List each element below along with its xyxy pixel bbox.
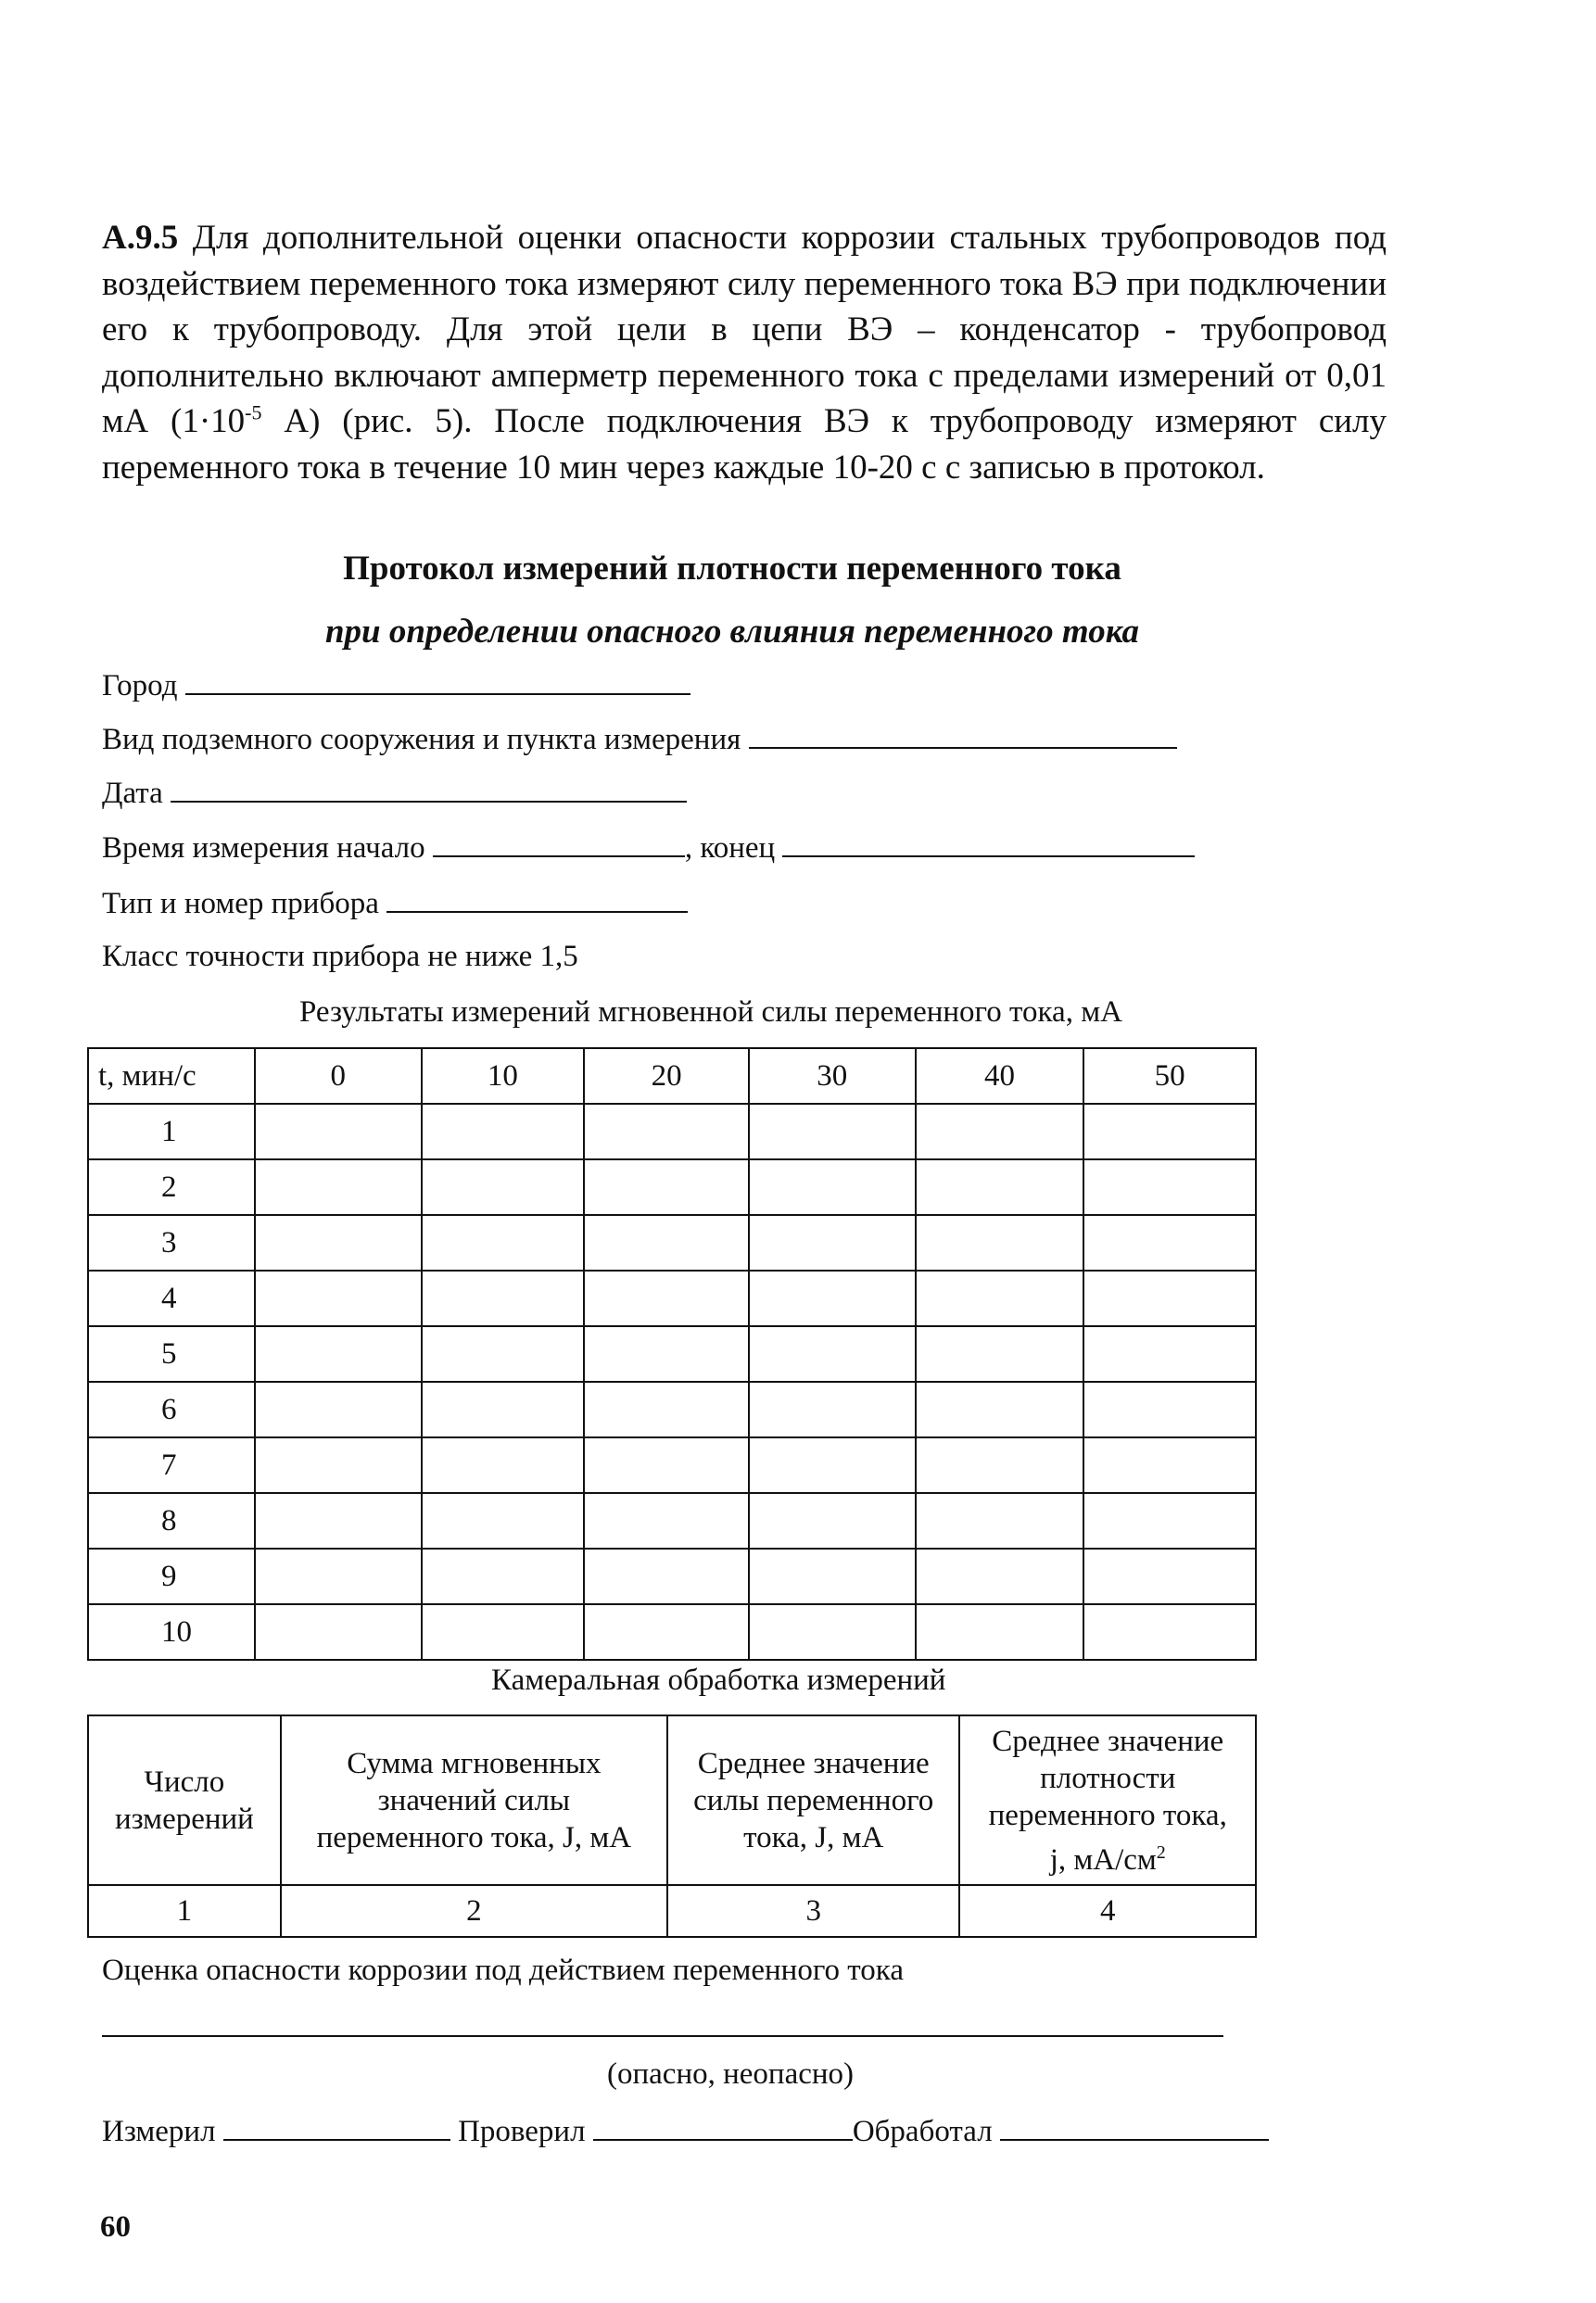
measurement-cell[interactable] (916, 1159, 1084, 1215)
field-date-line[interactable] (171, 775, 687, 803)
measurement-cell[interactable] (422, 1604, 585, 1660)
header-count (88, 1715, 281, 1885)
measurement-cell[interactable] (584, 1326, 749, 1382)
field-structure-line[interactable] (749, 721, 1177, 749)
measurement-cell[interactable] (584, 1271, 749, 1326)
measurement-cell[interactable] (916, 1549, 1084, 1604)
measurement-cell[interactable] (1083, 1159, 1256, 1215)
measurement-cell[interactable] (255, 1215, 422, 1271)
assessment-hint: (опасно, неопасно) (607, 2057, 855, 2091)
header-line: силы переменного (693, 1783, 934, 1817)
field-device-line[interactable] (386, 885, 688, 913)
field-city (102, 667, 690, 703)
row-index: 3 (88, 1215, 255, 1271)
measurement-cell[interactable] (916, 1604, 1084, 1660)
unit-exponent: 2 (1156, 1841, 1166, 1863)
measurement-cell[interactable] (422, 1382, 585, 1437)
table2-caption: Камеральная обработка измерений (491, 1664, 946, 1697)
measurement-cell[interactable] (749, 1104, 916, 1159)
measurement-cell[interactable] (255, 1604, 422, 1660)
header-line: Среднее значение (697, 1746, 930, 1780)
measurement-cell[interactable] (749, 1271, 916, 1326)
measurement-cell[interactable] (255, 1493, 422, 1549)
field-device (102, 885, 688, 921)
table-row (88, 1549, 1256, 1604)
column-number: 1 (88, 1885, 281, 1937)
assessment-label: Оценка опасности коррозии под действием переменного тока (102, 1954, 904, 1987)
table-row (88, 1271, 1256, 1326)
row-index: 1 (88, 1104, 255, 1159)
measurement-cell[interactable] (916, 1326, 1084, 1382)
row-index: 4 (88, 1271, 255, 1326)
header-line: тока, J, мА (743, 1820, 884, 1854)
column-number: 2 (281, 1885, 667, 1937)
checked-line[interactable] (593, 2113, 853, 2141)
row-index: 8 (88, 1493, 255, 1549)
signatures (102, 2113, 1269, 2149)
measurement-cell[interactable] (422, 1549, 585, 1604)
intro-paragraph (102, 215, 1387, 490)
measurement-cell[interactable] (916, 1493, 1084, 1549)
measurement-cell[interactable] (584, 1549, 749, 1604)
measurement-cell[interactable] (584, 1382, 749, 1437)
measurement-cell[interactable] (749, 1493, 916, 1549)
measurement-cell[interactable] (422, 1104, 585, 1159)
measurement-cell[interactable] (584, 1437, 749, 1493)
measurement-cell[interactable] (1083, 1382, 1256, 1437)
row-index: 7 (88, 1437, 255, 1493)
row-index: 5 (88, 1326, 255, 1382)
page-number: 60 (100, 2210, 131, 2244)
exponent: -5 (245, 400, 262, 424)
measurement-cell[interactable] (1083, 1437, 1256, 1493)
measurement-cell[interactable] (255, 1326, 422, 1382)
header-cell: t, мин/с (88, 1048, 255, 1104)
measurement-cell[interactable] (422, 1326, 585, 1382)
measurement-cell[interactable] (916, 1382, 1084, 1437)
checked-label: Проверил (458, 2115, 586, 2148)
row-index: 6 (88, 1382, 255, 1437)
measurement-cell[interactable] (255, 1271, 422, 1326)
measurement-cell[interactable] (749, 1437, 916, 1493)
processed-line[interactable] (1000, 2113, 1269, 2141)
measurement-cell[interactable] (255, 1382, 422, 1437)
row-index: 10 (88, 1604, 255, 1660)
measured-label: Измерил (102, 2115, 216, 2148)
field-device-label: Тип и номер прибора (102, 887, 379, 920)
measurement-cell[interactable] (422, 1271, 585, 1326)
field-time-end-line[interactable] (782, 829, 1195, 857)
header-line: переменного тока, (988, 1798, 1227, 1832)
measurement-cell[interactable] (916, 1271, 1084, 1326)
paragraph-text-2: А) (рис. 5). После подключения ВЭ к трубопроводу измеряют силу переменного тока в течение 10 мин через каждые 10-20 с с записью в протокол. (102, 402, 1387, 487)
row-index: 2 (88, 1159, 255, 1215)
header-unit: j, мА/см (1049, 1842, 1157, 1877)
measurement-cell[interactable] (584, 1104, 749, 1159)
measurement-cell[interactable] (255, 1549, 422, 1604)
measurement-cell[interactable] (255, 1104, 422, 1159)
table-row (88, 1104, 1256, 1159)
header-sum (281, 1715, 667, 1885)
field-date-label: Дата (102, 777, 163, 810)
measurement-cell[interactable] (255, 1437, 422, 1493)
header-line: значений силы (377, 1783, 571, 1817)
measurement-cell[interactable] (422, 1493, 585, 1549)
measurement-cell[interactable] (584, 1215, 749, 1271)
clause-number: А.9.5 (102, 219, 179, 257)
field-time-start-line[interactable] (433, 829, 685, 857)
header-line: Число (144, 1765, 225, 1799)
paragraph-text-1: Для дополнительной оценки опасности коррозии стальных трубопроводов под воздействием переменного тока измеряют силу переменного тока ВЭ при подключении его к трубопроводу. Для этой цели в цепи ВЭ – конденсатор - трубопровод дополнительно включают амперметр переменного тока с пределами измерений от 0,01 мА (1·10 (102, 219, 1387, 440)
measurement-cell[interactable] (749, 1382, 916, 1437)
table-row (88, 1215, 1256, 1271)
field-structure (102, 721, 1177, 757)
processed-label: Обработал (852, 2115, 993, 2148)
measurement-cell[interactable] (1083, 1271, 1256, 1326)
measurement-cell[interactable] (584, 1493, 749, 1549)
field-city-line[interactable] (185, 667, 690, 695)
field-time (102, 829, 1195, 866)
header-cell: 40 (916, 1048, 1084, 1104)
table-row (88, 1493, 1256, 1549)
table2-number-row (88, 1885, 1256, 1937)
measurement-cell[interactable] (1083, 1549, 1256, 1604)
field-date (102, 775, 687, 811)
header-average-current (667, 1715, 960, 1885)
column-number: 3 (667, 1885, 960, 1937)
processing-table (87, 1715, 1257, 1938)
assessment-line[interactable] (102, 2035, 1223, 2037)
column-number: 4 (959, 1885, 1256, 1937)
protocol-title: Протокол измерений плотности переменного тока (343, 550, 1121, 588)
measurement-cell[interactable] (584, 1159, 749, 1215)
measurement-cell[interactable] (422, 1437, 585, 1493)
header-line: плотности (1040, 1761, 1176, 1795)
table1-caption: Результаты измерений мгновенной силы переменного тока, мА (299, 995, 1122, 1029)
measurement-cell[interactable] (1083, 1215, 1256, 1271)
measurement-cell[interactable] (1083, 1326, 1256, 1382)
table-row (88, 1326, 1256, 1382)
field-time-start-label: Время измерения начало (102, 831, 425, 865)
measurement-cell[interactable] (749, 1549, 916, 1604)
measurement-cell[interactable] (1083, 1104, 1256, 1159)
header-line: переменного тока, J, мА (316, 1820, 632, 1854)
header-cell: 20 (584, 1048, 749, 1104)
measurement-cell[interactable] (749, 1326, 916, 1382)
measured-line[interactable] (223, 2113, 450, 2141)
table-header-row (88, 1048, 1256, 1104)
field-time-end-label: , конец (684, 831, 776, 865)
measurement-cell[interactable] (422, 1215, 585, 1271)
measurement-cell[interactable] (916, 1437, 1084, 1493)
field-accuracy: Класс точности прибора не ниже 1,5 (102, 940, 578, 973)
measurement-cell[interactable] (749, 1604, 916, 1660)
measurement-cell[interactable] (749, 1159, 916, 1215)
header-line (960, 1834, 1255, 1879)
header-line: измерений (114, 1802, 254, 1836)
measurements-table (87, 1047, 1257, 1661)
table-row (88, 1437, 1256, 1493)
header-line: Среднее значение (992, 1724, 1224, 1758)
measurement-cell[interactable] (584, 1604, 749, 1660)
measurement-cell[interactable] (749, 1215, 916, 1271)
measurement-cell[interactable] (1083, 1493, 1256, 1549)
field-city-label: Город (102, 669, 178, 702)
measurement-cell[interactable] (1083, 1604, 1256, 1660)
measurement-cell[interactable] (916, 1215, 1084, 1271)
measurement-cell[interactable] (422, 1159, 585, 1215)
protocol-subtitle: при определении опасного влияния переменного тока (324, 613, 1140, 651)
measurement-cell[interactable] (916, 1104, 1084, 1159)
header-cell: 0 (255, 1048, 422, 1104)
row-index: 9 (88, 1549, 255, 1604)
field-structure-label: Вид подземного сооружения и пункта измерения (102, 723, 741, 756)
measurement-cell[interactable] (255, 1159, 422, 1215)
table-row (88, 1604, 1256, 1660)
header-cell: 30 (749, 1048, 916, 1104)
header-cell: 50 (1083, 1048, 1256, 1104)
table-row (88, 1159, 1256, 1215)
header-line: Сумма мгновенных (347, 1746, 602, 1780)
header-average-density (959, 1715, 1256, 1885)
table-row (88, 1382, 1256, 1437)
table2-header-row (88, 1715, 1256, 1885)
header-cell: 10 (422, 1048, 585, 1104)
